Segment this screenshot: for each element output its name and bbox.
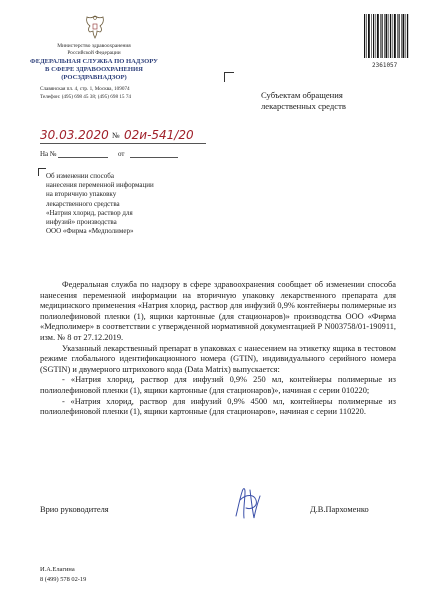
- body-bullet: - «Натрия хлорид, раствор для инфузий 0,9% 4500 мл, контейнеры полимерные из полиолефиновой пленки (1), ящики картонные (для стационаров», начиная с серии 110220.: [40, 396, 396, 417]
- subject-line: ООО «Фирма «Медполимер»: [46, 227, 134, 236]
- handwritten-signature: [228, 482, 268, 524]
- registration-no-label: №: [112, 131, 120, 140]
- agency-line: В СФЕРЕ ЗДРАВООХРАНЕНИЯ: [45, 66, 143, 73]
- from-blank: [130, 157, 178, 158]
- ministry-line: Российской Федерации: [67, 50, 121, 56]
- agency-phone: Телефон: (495) 698 45 38; (495) 698 15 74: [40, 94, 132, 100]
- agency-line: (РОСЗДРАВНАДЗОР): [61, 74, 127, 81]
- letter-body: [40, 280, 396, 418]
- address-corner-mark: [224, 72, 234, 82]
- subject-line: на вторичную упаковку: [46, 190, 117, 199]
- recipient-line: Субъектам обращения: [261, 90, 343, 100]
- executor-name: И.А.Елагина: [40, 566, 75, 573]
- subject: [46, 172, 154, 236]
- ministry-line: Министерство здравоохранения: [57, 43, 131, 49]
- subject-line: инфузий» производства: [46, 218, 117, 227]
- ministry-name: [0, 43, 188, 57]
- registration-underline: [40, 143, 206, 144]
- barcode-icon: [363, 12, 409, 62]
- subject-line: Об изменении способа: [46, 172, 114, 180]
- body-paragraph: Федеральная служба по надзору в сфере здравоохранения сообщает об изменении способа нанесения переменной информации на вторичную упаковку лекарственного препарата для медицинского применения «Натрия хлорид, раствор для инфузий 0,9% контейнеры полимерные из полиолефиновой пленки (1), ящики картонные (для стационаров)» производства ООО «Фирма «Медполимер» в соответствии с утвержденной нормативной документацией Р N003758/01-190911, изм. № 8 от 27.12.2019.: [40, 280, 396, 342]
- executor-phone: 8 (499) 578 02-19: [40, 576, 87, 583]
- on-number-label: На №: [40, 150, 57, 158]
- subject-line: нанесения переменной информации: [46, 181, 154, 190]
- barcode-number: 2361057: [372, 62, 398, 69]
- on-number-blank: [58, 157, 108, 158]
- coat-of-arms-emblem: [84, 14, 106, 40]
- subject-corner-mark: [38, 168, 46, 176]
- recipient-line: лекарственных средств: [261, 101, 346, 111]
- registration-number: 02и-541/20: [124, 128, 194, 142]
- barcode: [363, 12, 409, 62]
- signatory-position: Врио руководителя: [40, 505, 109, 514]
- recipient: [261, 90, 346, 112]
- body-bullet: - «Натрия хлорид, раствор для инфузий 0,9% 250 мл, контейнеры полимерные из полиолефиновой пленки (1), ящики картонные (для стационаров)», начиная с серии 010220;: [40, 375, 396, 395]
- agency-name: [0, 58, 188, 82]
- subject-line: «Натрия хлорид, раствор для: [46, 208, 133, 217]
- agency-line: ФЕДЕРАЛЬНАЯ СЛУЖБА ПО НАДЗОРУ: [30, 58, 158, 65]
- body-paragraph: Указанный лекарственный препарат в упаковках с нанесением на этикетку ящика в тестовом режиме глобального идентификационного номера (GTIN), индивидуального серийного номера (SGTIN) и двумерного штрихового кода (Data Matrix) выпускается:: [40, 343, 396, 374]
- registration-date: 30.03.2020: [40, 128, 109, 142]
- signatory-name: Д.В.Пархоменко: [310, 505, 369, 514]
- agency-address: Славянская пл. 4, стр. 1, Москва, 109074: [40, 86, 130, 92]
- from-label: от: [118, 150, 125, 158]
- subject-line: лекарственного средства: [46, 199, 120, 208]
